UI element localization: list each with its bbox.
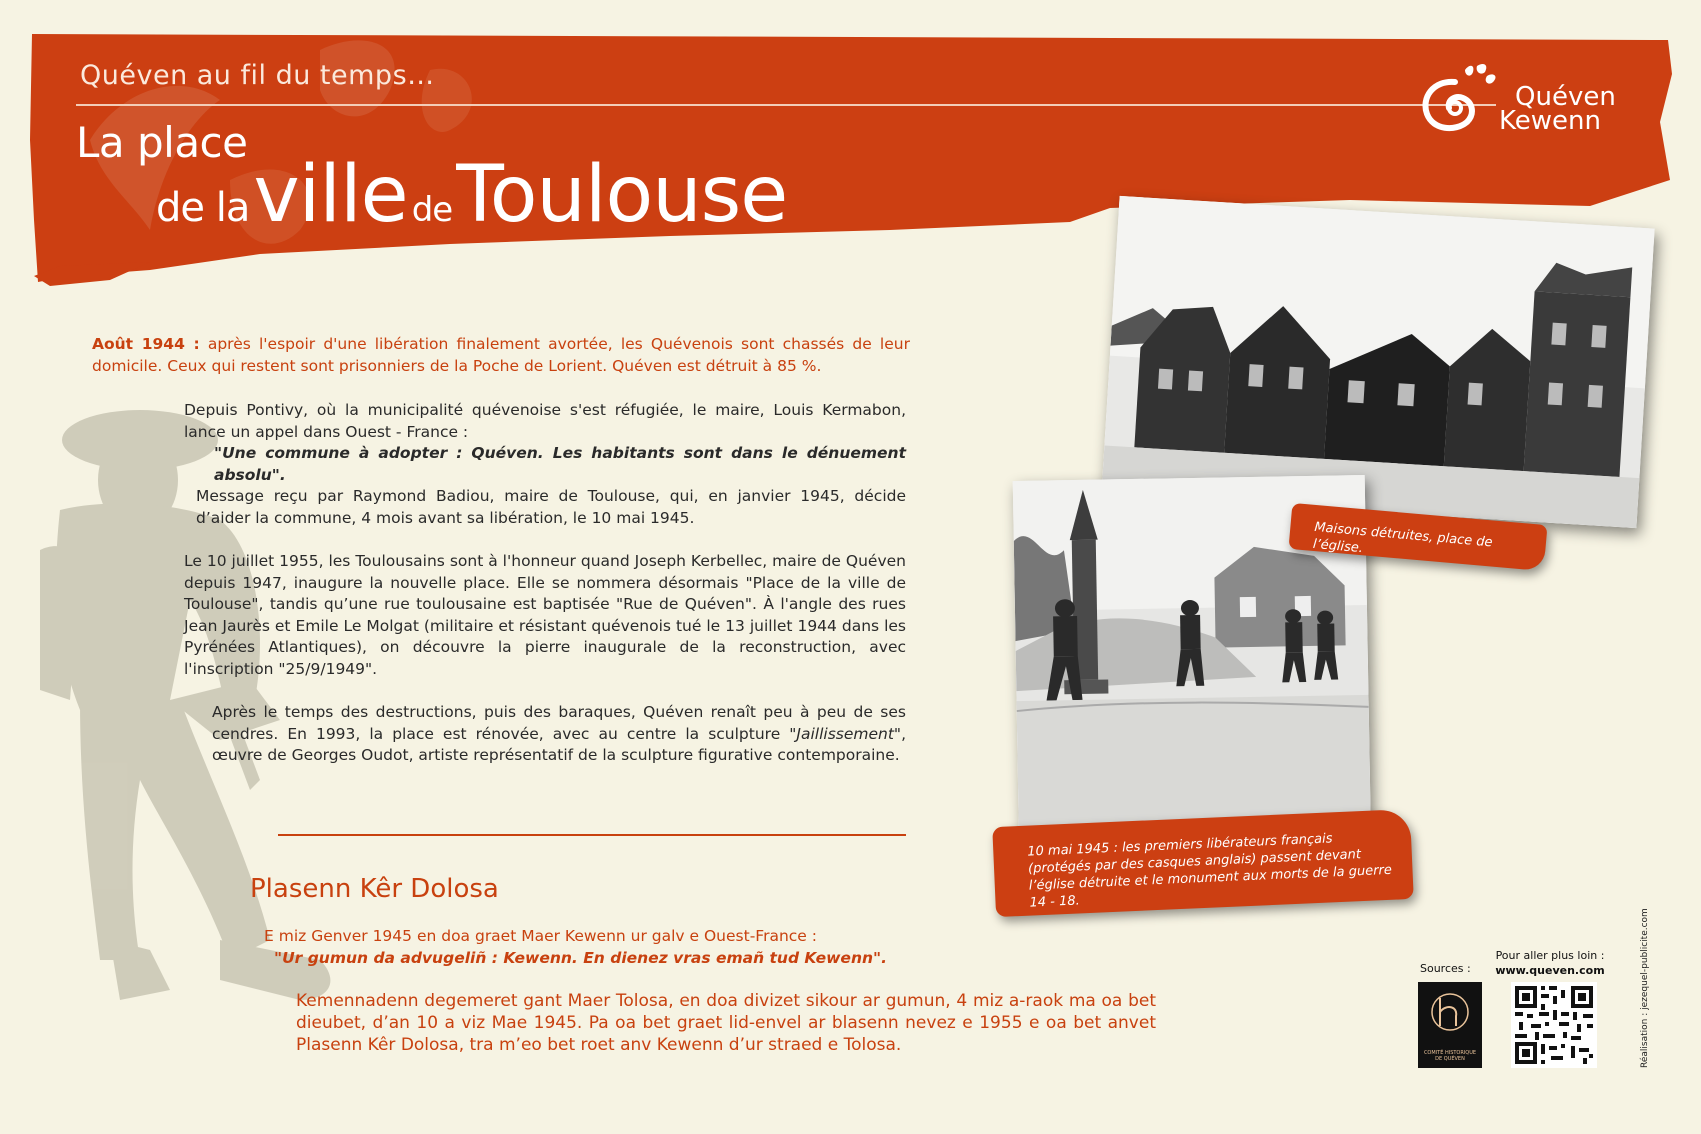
title-part4: Toulouse bbox=[456, 150, 788, 240]
intro-date: Août 1944 : bbox=[92, 335, 200, 353]
title-line1: La place bbox=[76, 118, 248, 167]
logo-text-queven: Quéven bbox=[1515, 82, 1616, 112]
paragraph-1 bbox=[184, 400, 906, 486]
breton-paragraph-1 bbox=[264, 926, 944, 969]
breton-title: Plasenn Kêr Dolosa bbox=[250, 874, 499, 904]
series-title: Quéven au fil du temps… bbox=[80, 60, 435, 91]
more-info-label: Pour aller plus loin : bbox=[1495, 949, 1605, 962]
paragraph-3: Le 10 juillet 1955, les Toulousains sont à l'honneur quand Joseph Kerbellec, maire de Quéven depuis 1947, inaugure la nouvelle place. Elle se nommera désormais "Place de la ville de Toulouse", tandis qu’une rue toulousaine est baptisée "Rue de Quéven". À l'angle des rues Jean Jaurès et Emile Le Molgat (militaire et résistant quévenois tué le 13 juillet 1944 dans les Pyrénées Atlantiques), on découvre la pierre inaugurale de la reconstruction, avec l'inscription "25/9/1949". bbox=[184, 552, 906, 678]
title-line2 bbox=[156, 150, 787, 240]
paragraph-4-a: Après le temps des destructions, puis des baraques, Quéven renaît peu à peu de ses cendres. En 1993, la place est rénovée, avec au centre la sculpture bbox=[212, 703, 906, 743]
website-link[interactable]: www.queven.com bbox=[1495, 964, 1605, 977]
title-part2: ville bbox=[253, 150, 408, 240]
qr-code-icon[interactable] bbox=[1511, 982, 1597, 1068]
comite-historique-emblem-icon bbox=[1418, 982, 1482, 1042]
comite-historique-text: COMITÉ HISTORIQUE DE QUÉVEN bbox=[1423, 1050, 1477, 1062]
paragraph-1-text: Depuis Pontivy, où la municipalité quévenoise s'est réfugiée, le maire, Louis Kermabon, lance un appel dans Ouest - France : bbox=[184, 401, 906, 441]
intro-paragraph bbox=[92, 334, 910, 377]
logo-text-kewenn: Kewenn bbox=[1499, 106, 1601, 136]
paragraph-4 bbox=[212, 702, 906, 767]
title-part1: de la bbox=[156, 185, 250, 231]
paragraph-4-italic: "Jaillissement" bbox=[789, 724, 902, 743]
credit-text: Réalisation : jezequel-publicite.com bbox=[1640, 908, 1650, 1068]
paragraph-4-b: , œuvre de Georges Oudot, artiste représentatif de la sculpture figurative contemporaine. bbox=[212, 724, 906, 764]
title-part3: de bbox=[411, 190, 453, 230]
comite-historique-logo bbox=[1418, 982, 1482, 1068]
caption-photo-2: 10 mai 1945 : les premiers libérateurs français (protégés par des casques anglais) passent devant l’église détruite et le monument aux morts de la guerre 14 - 18. bbox=[992, 809, 1414, 917]
section-separator bbox=[278, 834, 906, 836]
more-info bbox=[1490, 948, 1610, 978]
queven-logo bbox=[1415, 62, 1635, 142]
paragraph-1-quote: "Une commune à adopter : Quéven. Les habitants sont dans le dénuement absolu". bbox=[214, 444, 906, 484]
caption-photo-1: Maisons détruites, place de l’église. bbox=[1288, 503, 1547, 571]
intro-text: après l'espoir d'une libération finalement avortée, les Quévenois sont chassés de leur domicile. Ceux qui restent sont prisonniers de la Poche de Lorient. Quéven est détruit à 85 %. bbox=[92, 335, 910, 375]
header-rule bbox=[76, 104, 1496, 106]
sources-label: Sources : bbox=[1420, 962, 1471, 975]
paragraph-2: Message reçu par Raymond Badiou, maire de Toulouse, qui, en janvier 1945, décide d’aider la commune, 4 mois avant sa libération, le 10 mai 1945. bbox=[196, 487, 906, 527]
queven-logo-icon bbox=[1415, 62, 1505, 142]
breton-line-1: E miz Genver 1945 en doa graet Maer Kewenn ur galv e Ouest-France : bbox=[264, 927, 817, 945]
breton-paragraph-2: Kemennadenn degemeret gant Maer Tolosa, en doa divizet sikour ar gumun, 4 miz a-raok ma oa bet dieubet, d’an 10 a viz Mae 1945. Pa oa bet graet lid-envel ar blasenn nevez e 1955 e oa bet anvet Plasenn Kêr Dolosa, tra m’eo bet roet anv Kewenn d’ur straed e Tolosa. bbox=[296, 991, 1156, 1055]
breton-quote: "Ur gumun da advugeliñ : Kewenn. En dienez vras emañ tud Kewenn". bbox=[274, 948, 887, 967]
